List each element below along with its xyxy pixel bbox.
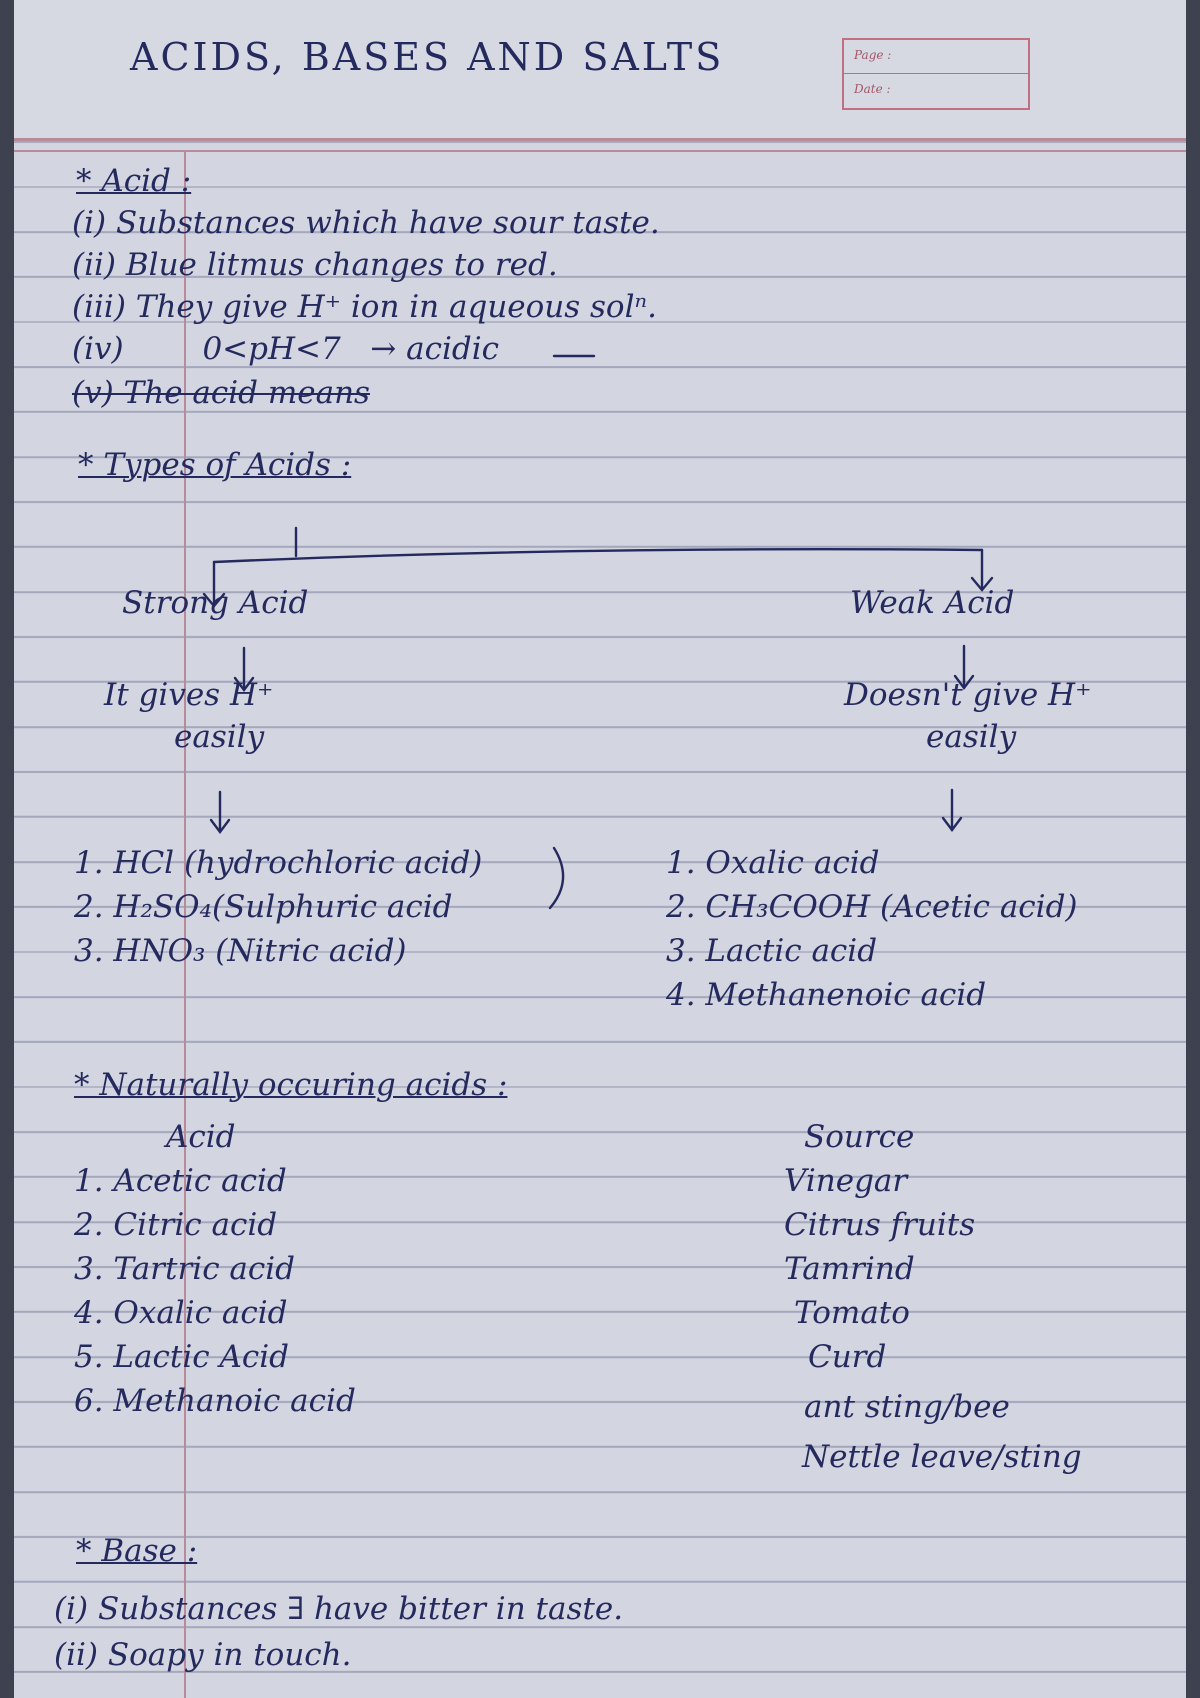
date-label: Date :: [854, 82, 891, 96]
natural-source: ant sting/bee: [804, 1389, 1010, 1425]
arrowhead-strong-examples: [211, 820, 229, 832]
weak-acid-label: Weak Acid: [850, 585, 1015, 621]
strong-acid-example: 3. HNO₃ (Nitric acid): [74, 933, 407, 969]
acid-point: (i) Substances which have sour taste.: [72, 205, 660, 241]
natural-source: Vinegar: [784, 1163, 908, 1199]
acid-point: (iii) They give H⁺ ion in aqueous solⁿ.: [72, 289, 657, 325]
natural-acid: 2. Citric acid: [74, 1207, 278, 1243]
page-label: Page :: [854, 48, 892, 62]
date-row: [844, 74, 1028, 108]
weak-acid-desc: Doesn't give H⁺: [844, 677, 1092, 713]
weak-acid-example: 2. CH₃COOH (Acetic acid): [666, 889, 1078, 925]
base-heading: * Base :: [76, 1533, 198, 1569]
header-rule: [14, 138, 1186, 141]
strong-acid-desc-2: easily: [174, 719, 265, 755]
header-rule-2: [14, 150, 1186, 152]
acid-point: (iv) 0<pH<7 → acidic: [72, 331, 499, 367]
tree-branch: [214, 549, 982, 562]
page-date-box: [842, 38, 1030, 110]
natural-source: Curd: [808, 1339, 887, 1375]
natural-source: Citrus fruits: [784, 1207, 976, 1243]
base-point: (ii) Soapy in touch.: [54, 1637, 352, 1673]
notebook-page: [14, 0, 1186, 1698]
weak-acid-example: 3. Lactic acid: [666, 933, 878, 969]
base-point: (i) Substances ∃ have bitter in taste.: [54, 1591, 624, 1627]
acid-point: (ii) Blue litmus changes to red.: [72, 247, 558, 283]
acid-heading: * Acid :: [76, 163, 192, 199]
brace-strong-examples: [550, 848, 563, 908]
natural-acid: 1. Acetic acid: [74, 1163, 287, 1199]
arrowhead-weak-examples: [943, 818, 961, 830]
strong-acid-label: Strong Acid: [122, 585, 309, 621]
acid-point-struck: (v) The acid means: [72, 375, 370, 411]
natural-source: Tomato: [794, 1295, 910, 1331]
natural-acid: 4. Oxalic acid: [74, 1295, 288, 1331]
types-heading: * Types of Acids :: [78, 447, 352, 483]
natural-col-source: Source: [804, 1119, 915, 1155]
natural-heading: * Naturally occuring acids :: [74, 1067, 508, 1103]
weak-acid-example: 4. Methanenoic acid: [666, 977, 987, 1013]
natural-acid: 6. Methanoic acid: [74, 1383, 356, 1419]
natural-col-acid: Acid: [166, 1119, 236, 1155]
natural-source: Tamrind: [784, 1251, 915, 1287]
natural-source-extra: Nettle leave/sting: [802, 1439, 1082, 1475]
natural-acid: 3. Tartric acid: [74, 1251, 296, 1287]
weak-acid-example: 1. Oxalic acid: [666, 845, 880, 881]
strong-acid-desc: It gives H⁺: [104, 677, 274, 713]
page-title: ACIDS, BASES AND SALTS: [130, 35, 725, 79]
page-row: [844, 40, 1028, 74]
natural-acid: 5. Lactic Acid: [74, 1339, 289, 1375]
weak-acid-desc-2: easily: [926, 719, 1017, 755]
strong-acid-example: 2. H₂SO₄(Sulphuric acid: [74, 889, 453, 925]
strong-acid-example: 1. HCl (hydrochloric acid): [74, 845, 483, 881]
